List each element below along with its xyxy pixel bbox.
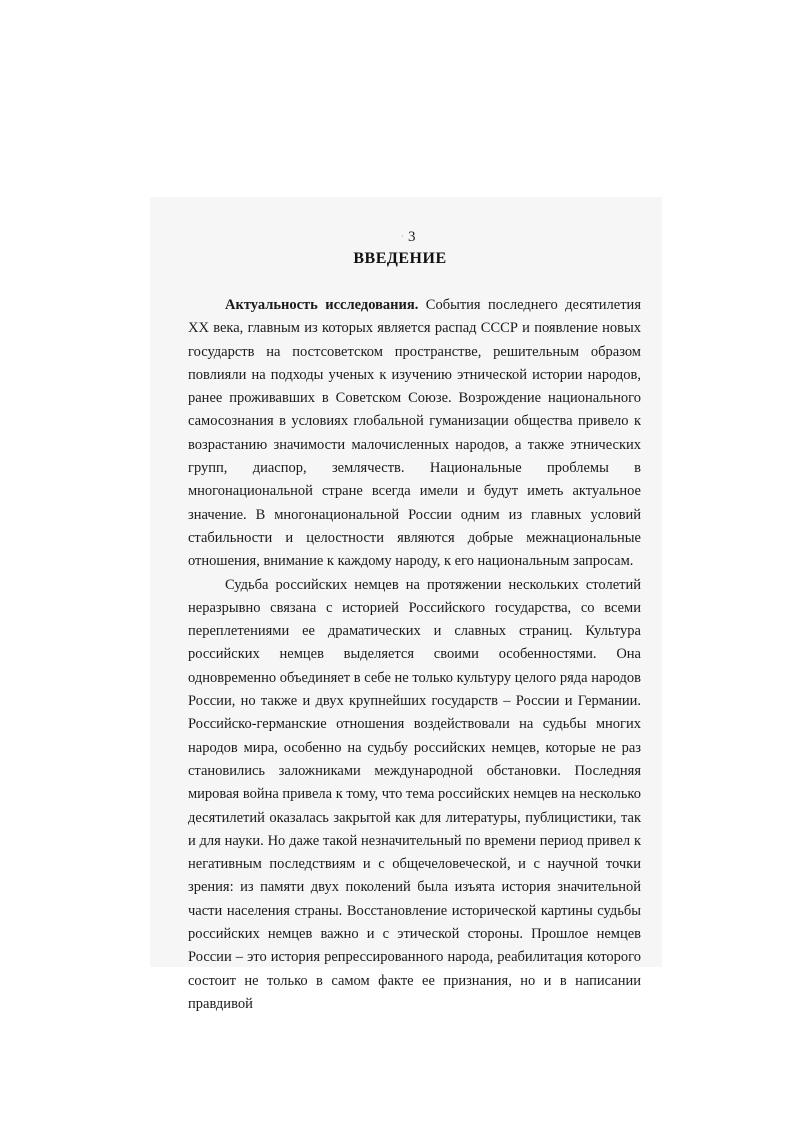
paragraph-text: События последнего десятилетия XX века, главным из которых является распад СССР и появление новых государств на постсоветском пространстве, решительным образом повлияли на подходы ученых к изучению этнической истории народов, ранее проживавших в Советском Союзе. Возрождение национального самосознания в условиях глобальной гуманизации общества привело к возрастанию значимости малочисленных народов, а также этнических групп, диаспор, землячеств. Национальные проблемы в многонациональной стране всегда имели и будут иметь актуальное значение. В многонациональной России одним из главных условий стабильности и целостности являются добрые межнациональные отношения, внимание к каждому народу, к его национальным запросам. [188,297,641,570]
paragraph-relevance [188,294,641,574]
page-number-mark: · [401,232,404,241]
paragraph-fate [188,574,641,1017]
body-text [188,294,641,1016]
page-number: 3 [408,229,416,245]
paragraph-lead: Актуальность исследования. [225,297,419,313]
paragraph-text: Судьба российских немцев на протяжении нескольких столетий неразрывно связана с историей Российского государства, со всеми переплетениями ее драматических и славных страниц. Культура российских немцев выделяется своими особенностями. Она одновременно объединяет в себе не только культуру целого ряда народов России, но также и двух крупнейших государств – России и Германии. Российско-германские отношения воздействовали на судьбы многих народов мира, особенно на судьбу российских немцев, которые не раз становились заложниками международной обстановки. Последняя мировая война привела к тому, что тема российских немцев на несколько десятилетий оказалась закрытой как для литературы, публицистики, так и для науки. Но даже такой незначительный по времени период привел к негативным последствиям и с общечеловеческой, и с научной точки зрения: из памяти двух поколений была изъята история значительной части населения страны. Восстановление исторической картины судьбы российских немцев важно и с этической стороны. Прошлое немцев России – это история репрессированного народа, реабилитация которого состоит не только в самом факте ее признания, но и в написании правдивой [188,576,641,1012]
section-heading: ВВЕДЕНИЕ [353,250,447,267]
